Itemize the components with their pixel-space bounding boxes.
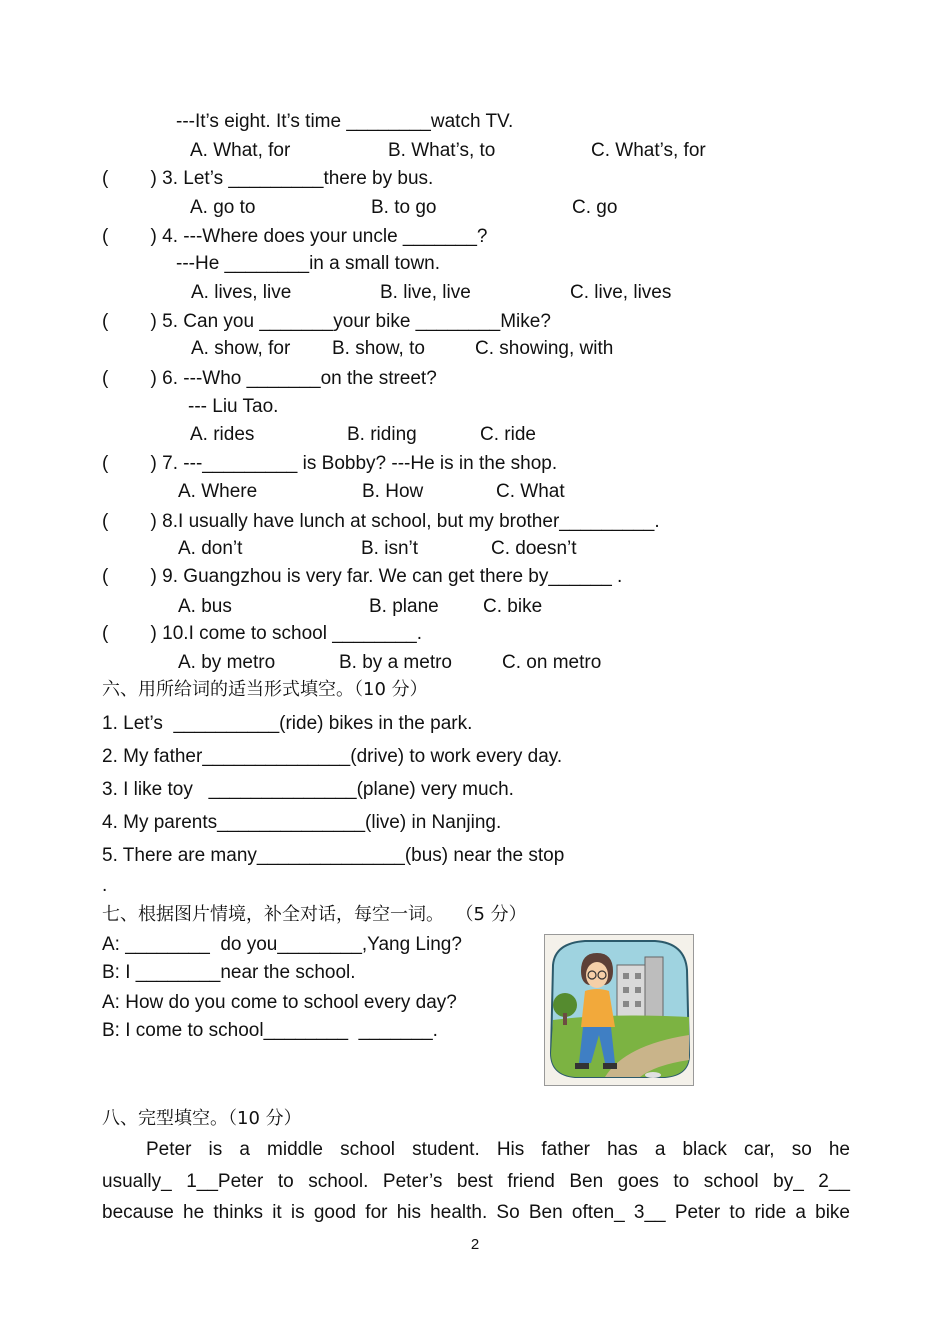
q9-option-a: A. bus [178,596,232,617]
q8-stem: ( ) 8.I usually have lunch at school, but my brother_________. [102,511,660,532]
q8-option-c: C. doesn’t [491,538,577,559]
dialog-line-4: B: I come to school________ _______. [102,1020,438,1041]
q7-option-a: A. Where [178,481,258,502]
q6-option-b: B. riding [347,424,417,445]
q3-option-a: A. go to [190,197,256,218]
q6-option-a: A. rides [190,424,255,445]
q3-option-b: B. to go [371,197,437,218]
illustration-svg [545,935,693,1085]
q10-option-c: C. on metro [502,652,602,673]
q7-option-b: B. How [362,481,424,502]
q3-option-c: C. go [572,197,618,218]
section7-title: 七、根据图片情境，补全对话，每空一词。 （5 分） [102,904,527,925]
q4-stem: ( ) 4. ---Where does your uncle _______? [102,226,488,247]
section6-item-4: 4. My parents______________(live) in Nanjing. [102,812,502,833]
section6-item-2: 2. My father______________(drive) to work every day. [102,746,563,767]
q7-stem: ( ) 7. ---_________ is Bobby? ---He is in the shop. [102,453,558,474]
section6-item-5: 5. There are many______________(bus) near the stop [102,845,565,866]
cloze-line-3: because he thinks it is good for his health. So Ben often_ 3__ Peter to ride a bike [102,1202,850,1223]
q8-option-b: B. isn’t [361,538,419,559]
q4-line2: ---He ________in a small town. [176,253,441,274]
page-number: 2 [470,1236,480,1253]
q10-option-b: B. by a metro [339,652,452,673]
q5-option-b: B. show, to [332,338,425,359]
q6-stem: ( ) 6. ---Who _______on the street? [102,368,437,389]
q10-option-a: A. by metro [178,652,276,673]
q5-stem: ( ) 5. Can you _______your bike ________Mike? [102,311,551,332]
section8-title: 八、完型填空。（10 分） [102,1108,302,1129]
q4-option-a: A. lives, live [191,282,292,303]
section6-title: 六、用所给词的适当形式填空。（10 分） [102,679,428,700]
dialog-line-2: B: I ________near the school. [102,962,356,983]
cloze-line-2: usually_ 1__Peter to school. Peter’s best friend Ben goes to school by_ 2__ [102,1171,850,1192]
section6-trailing-period: . [102,875,108,896]
dialog-line-1: A: ________ do you________,Yang Ling? [102,934,462,955]
q9-option-c: C. bike [483,596,543,617]
q4-option-b: B. live, live [380,282,471,303]
q6-option-c: C. ride [480,424,536,445]
q7-option-c: C. What [496,481,565,502]
section6-item-1: 1. Let’s __________(ride) bikes in the park. [102,713,473,734]
q9-stem: ( ) 9. Guangzhou is very far. We can get there by______ . [102,566,623,587]
q10-stem: ( ) 10.I come to school ________. [102,623,423,644]
q2-option-c: C. What’s, for [591,140,706,161]
q8-option-a: A. don’t [178,538,243,559]
cloze-line-1: Peter is a middle school student. His father has a black car, so he [146,1139,850,1160]
dialog-line-3: A: How do you come to school every day? [102,992,457,1013]
section6-item-3: 3. I like toy ______________(plane) very much. [102,779,514,800]
q9-option-b: B. plane [369,596,439,617]
q5-option-c: C. showing, with [475,338,614,359]
q4-option-c: C. live, lives [570,282,672,303]
q2-option-b: B. What’s, to [388,140,496,161]
q2-option-a: A. What, for [190,140,291,161]
illustration-girl-walking [544,934,694,1086]
q6-line2: --- Liu Tao. [188,396,279,417]
q2-answer-line: ---It’s eight. It’s time ________watch TV. [176,111,514,132]
q5-option-a: A. show, for [191,338,291,359]
q3-stem: ( ) 3. Let’s _________there by bus. [102,168,434,189]
